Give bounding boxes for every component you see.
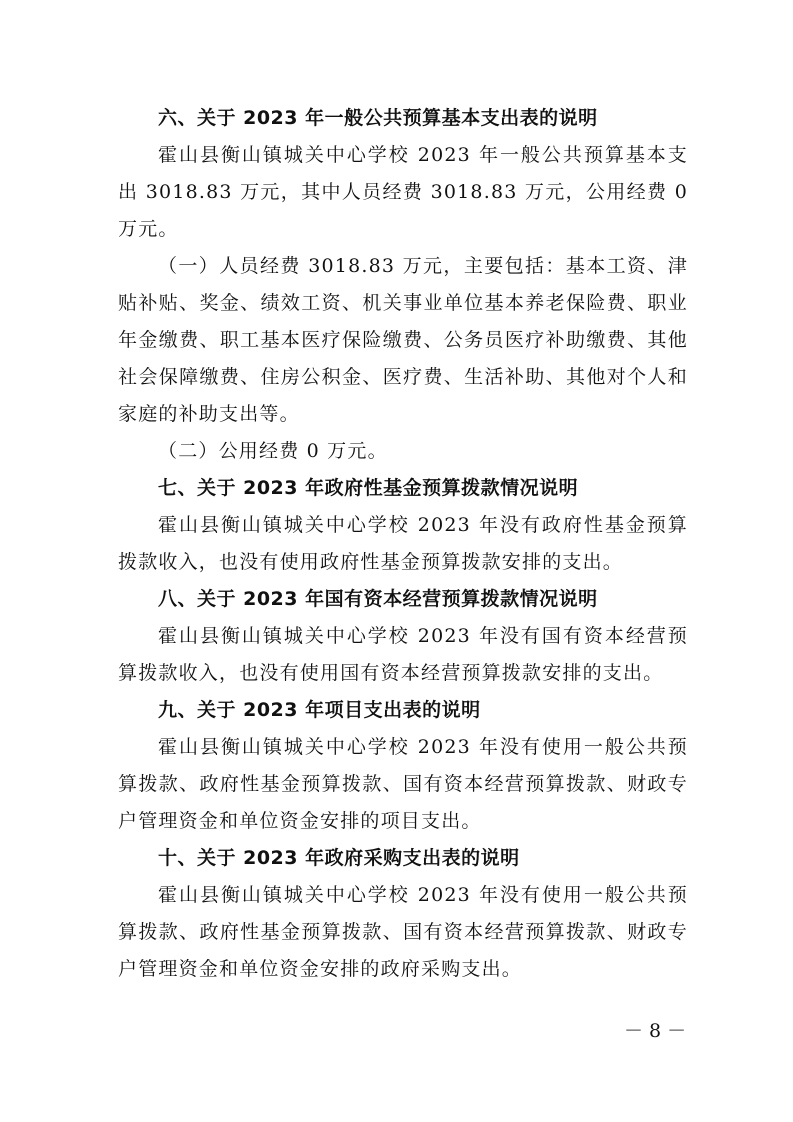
- paragraph: 霍山县衡山镇城关中心学校 2023 年一般公共预算基本支出 3018.83 万元，其中人员经费 3018.83 万元，公用经费 0 万元。: [118, 144, 688, 240]
- paragraph: （一）人员经费 3018.83 万元，主要包括：基本工资、津贴补贴、奖金、绩效工资、机关事业单位基本养老保险费、职业年金缴费、职工基本医疗保险缴费、公务员医疗补助缴费、其他社会保障缴费、住房公积金、医疗费、生活补助、其他对个人和家庭的补助支出等。: [118, 255, 688, 425]
- paragraph: 霍山县衡山镇城关中心学校 2023 年没有国有资本经营预算拨款收入，也没有使用国有资本经营预算拨款安排的支出。: [118, 625, 688, 684]
- paragraph: 霍山县衡山镇城关中心学校 2023 年没有政府性基金预算拨款收入，也没有使用政府性基金预算拨款安排的支出。: [118, 514, 688, 573]
- paragraph: （二）公用经费 0 万元。: [158, 440, 388, 462]
- section-heading: 十、关于 2023 年政府采购支出表的说明: [158, 847, 520, 869]
- paragraph: 霍山县衡山镇城关中心学校 2023 年没有使用一般公共预算拨款、政府性基金预算拨款、国有资本经营预算拨款、财政专户管理资金和单位资金安排的政府采购支出。: [118, 884, 688, 980]
- section-heading: 六、关于 2023 年一般公共预算基本支出表的说明: [158, 107, 598, 129]
- section-heading: 八、关于 2023 年国有资本经营预算拨款情况说明: [158, 588, 598, 610]
- section-heading: 九、关于 2023 年项目支出表的说明: [158, 699, 481, 721]
- paragraph: 霍山县衡山镇城关中心学校 2023 年没有使用一般公共预算拨款、政府性基金预算拨款、国有资本经营预算拨款、财政专户管理资金和单位资金安排的项目支出。: [118, 736, 688, 832]
- document-body: [118, 100, 688, 988]
- page-number: － 8 －: [624, 1020, 687, 1042]
- section-heading: 七、关于 2023 年政府性基金预算拨款情况说明: [158, 477, 579, 499]
